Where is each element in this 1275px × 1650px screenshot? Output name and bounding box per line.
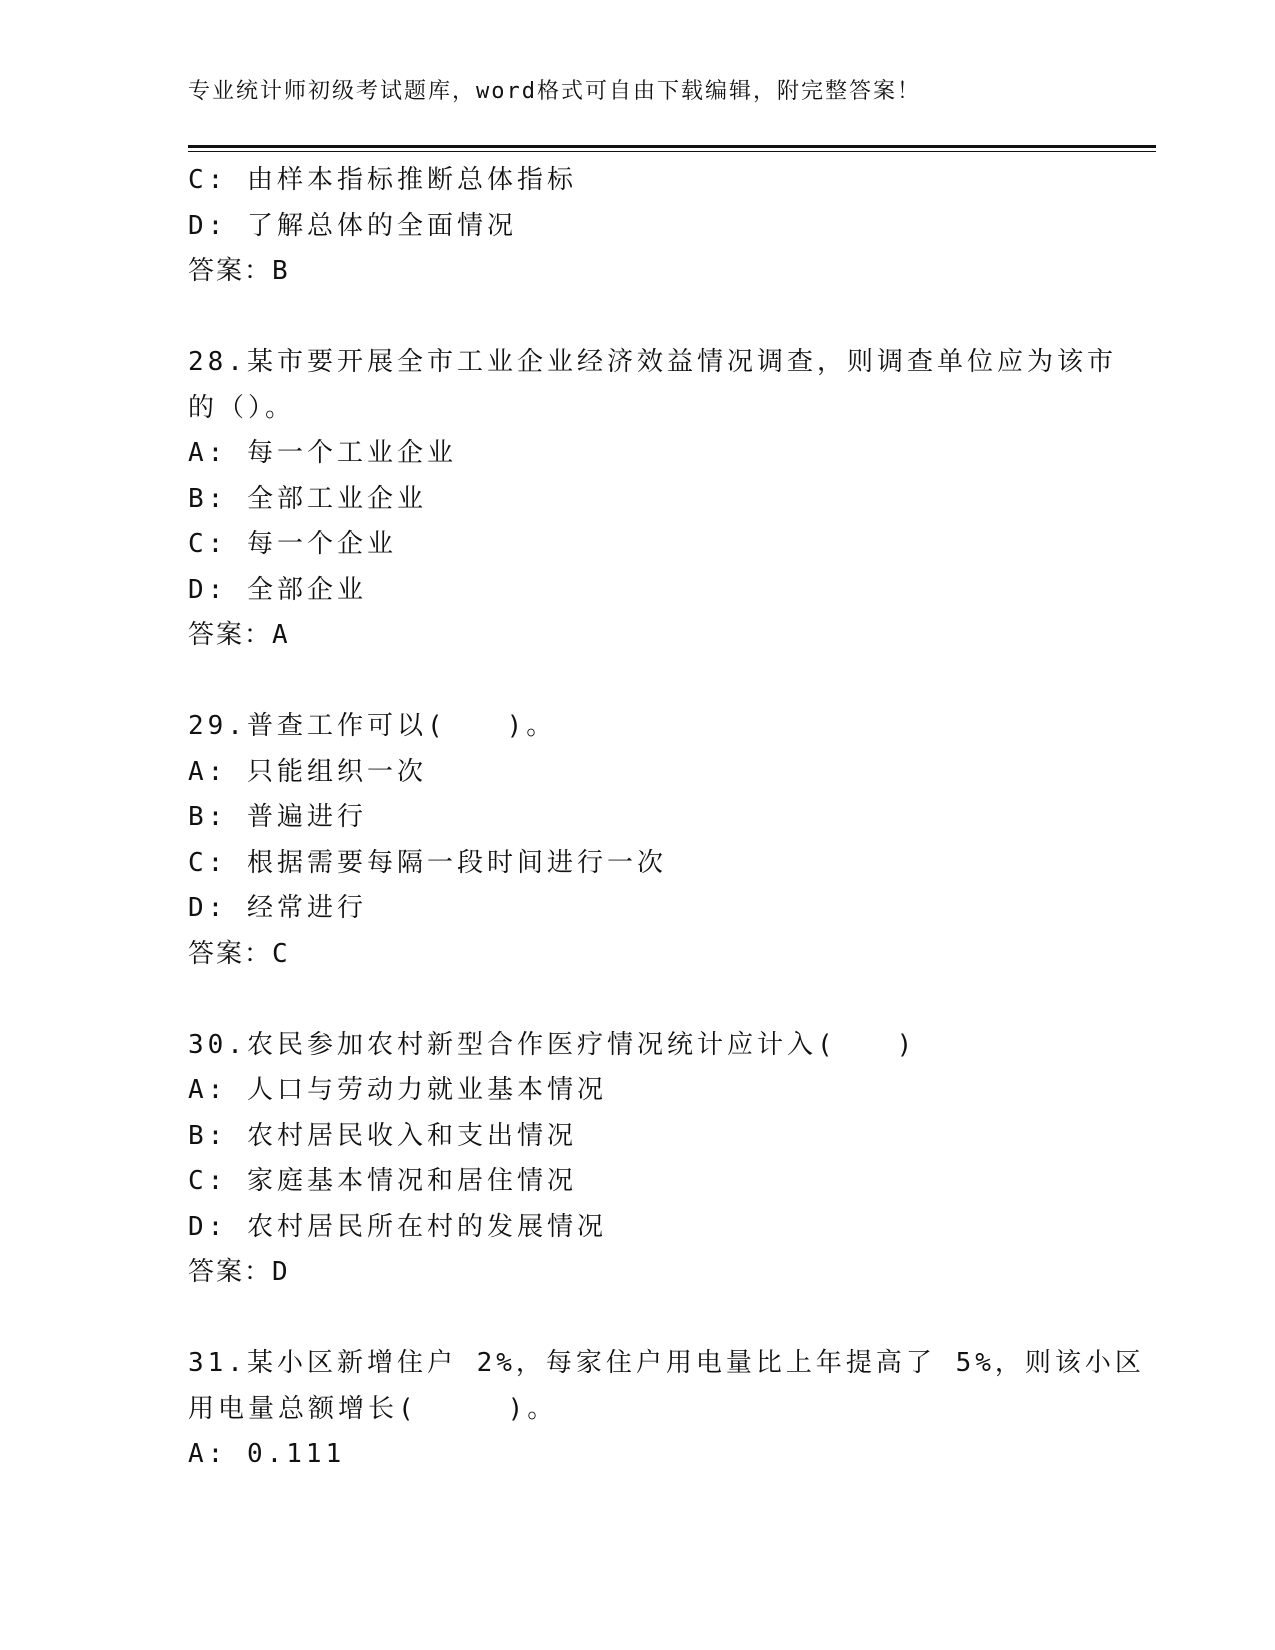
option-a: A: 0.111 bbox=[188, 1439, 346, 1469]
question-stem-continued: 用电量总额增长( )。 bbox=[188, 1393, 558, 1424]
question-content bbox=[188, 158, 1145, 1478]
header-divider-thick bbox=[188, 145, 1156, 148]
answer: 答案：D bbox=[188, 1257, 290, 1287]
answer: 答案：A bbox=[188, 620, 290, 650]
option-a: A: 只能组织一次 bbox=[188, 756, 427, 787]
question-stem: 31.某小区新增住户 2%，每家住户用电量比上年提高了 5%，则该小区 bbox=[188, 1348, 1145, 1378]
option-b: B: 全部工业企业 bbox=[188, 483, 427, 514]
option-c: C: 每一个企业 bbox=[188, 529, 397, 559]
question-stem: 29.普查工作可以( )。 bbox=[188, 711, 557, 741]
option-d: D: 农村居民所在村的发展情况 bbox=[188, 1211, 607, 1242]
option-a: A: 每一个工业企业 bbox=[188, 438, 457, 468]
option-c: C: 家庭基本情况和居住情况 bbox=[188, 1166, 577, 1196]
answer: 答案：B bbox=[188, 256, 290, 286]
option-d: D: 经常进行 bbox=[188, 893, 367, 923]
option-c: C: 由样本指标推断总体指标 bbox=[188, 165, 577, 195]
spacer bbox=[188, 1296, 1108, 1342]
question-stem: 30.农民参加农村新型合作医疗情况统计应计入( ) bbox=[188, 1029, 917, 1060]
spacer bbox=[188, 659, 1108, 705]
option-a: A: 人口与劳动力就业基本情况 bbox=[188, 1075, 607, 1105]
question-stem-continued: 的（）。 bbox=[188, 392, 296, 423]
spacer bbox=[188, 977, 1108, 1023]
option-d: D: 全部企业 bbox=[188, 574, 367, 605]
option-b: B: 农村居民收入和支出情况 bbox=[188, 1120, 577, 1151]
header-divider-thin bbox=[188, 151, 1156, 152]
option-b: B: 普遍进行 bbox=[188, 802, 367, 832]
question-stem: 28.某市要开展全市工业企业经济效益情况调查，则调查单位应为该市 bbox=[188, 347, 1117, 377]
option-c: C: 根据需要每隔一段时间进行一次 bbox=[188, 847, 667, 878]
option-d: D: 了解总体的全面情况 bbox=[188, 210, 517, 241]
page-header: 专业统计师初级考试题库，word格式可自由下载编辑，附完整答案！ bbox=[188, 79, 921, 104]
answer: 答案：C bbox=[188, 938, 290, 969]
spacer bbox=[188, 295, 1108, 341]
